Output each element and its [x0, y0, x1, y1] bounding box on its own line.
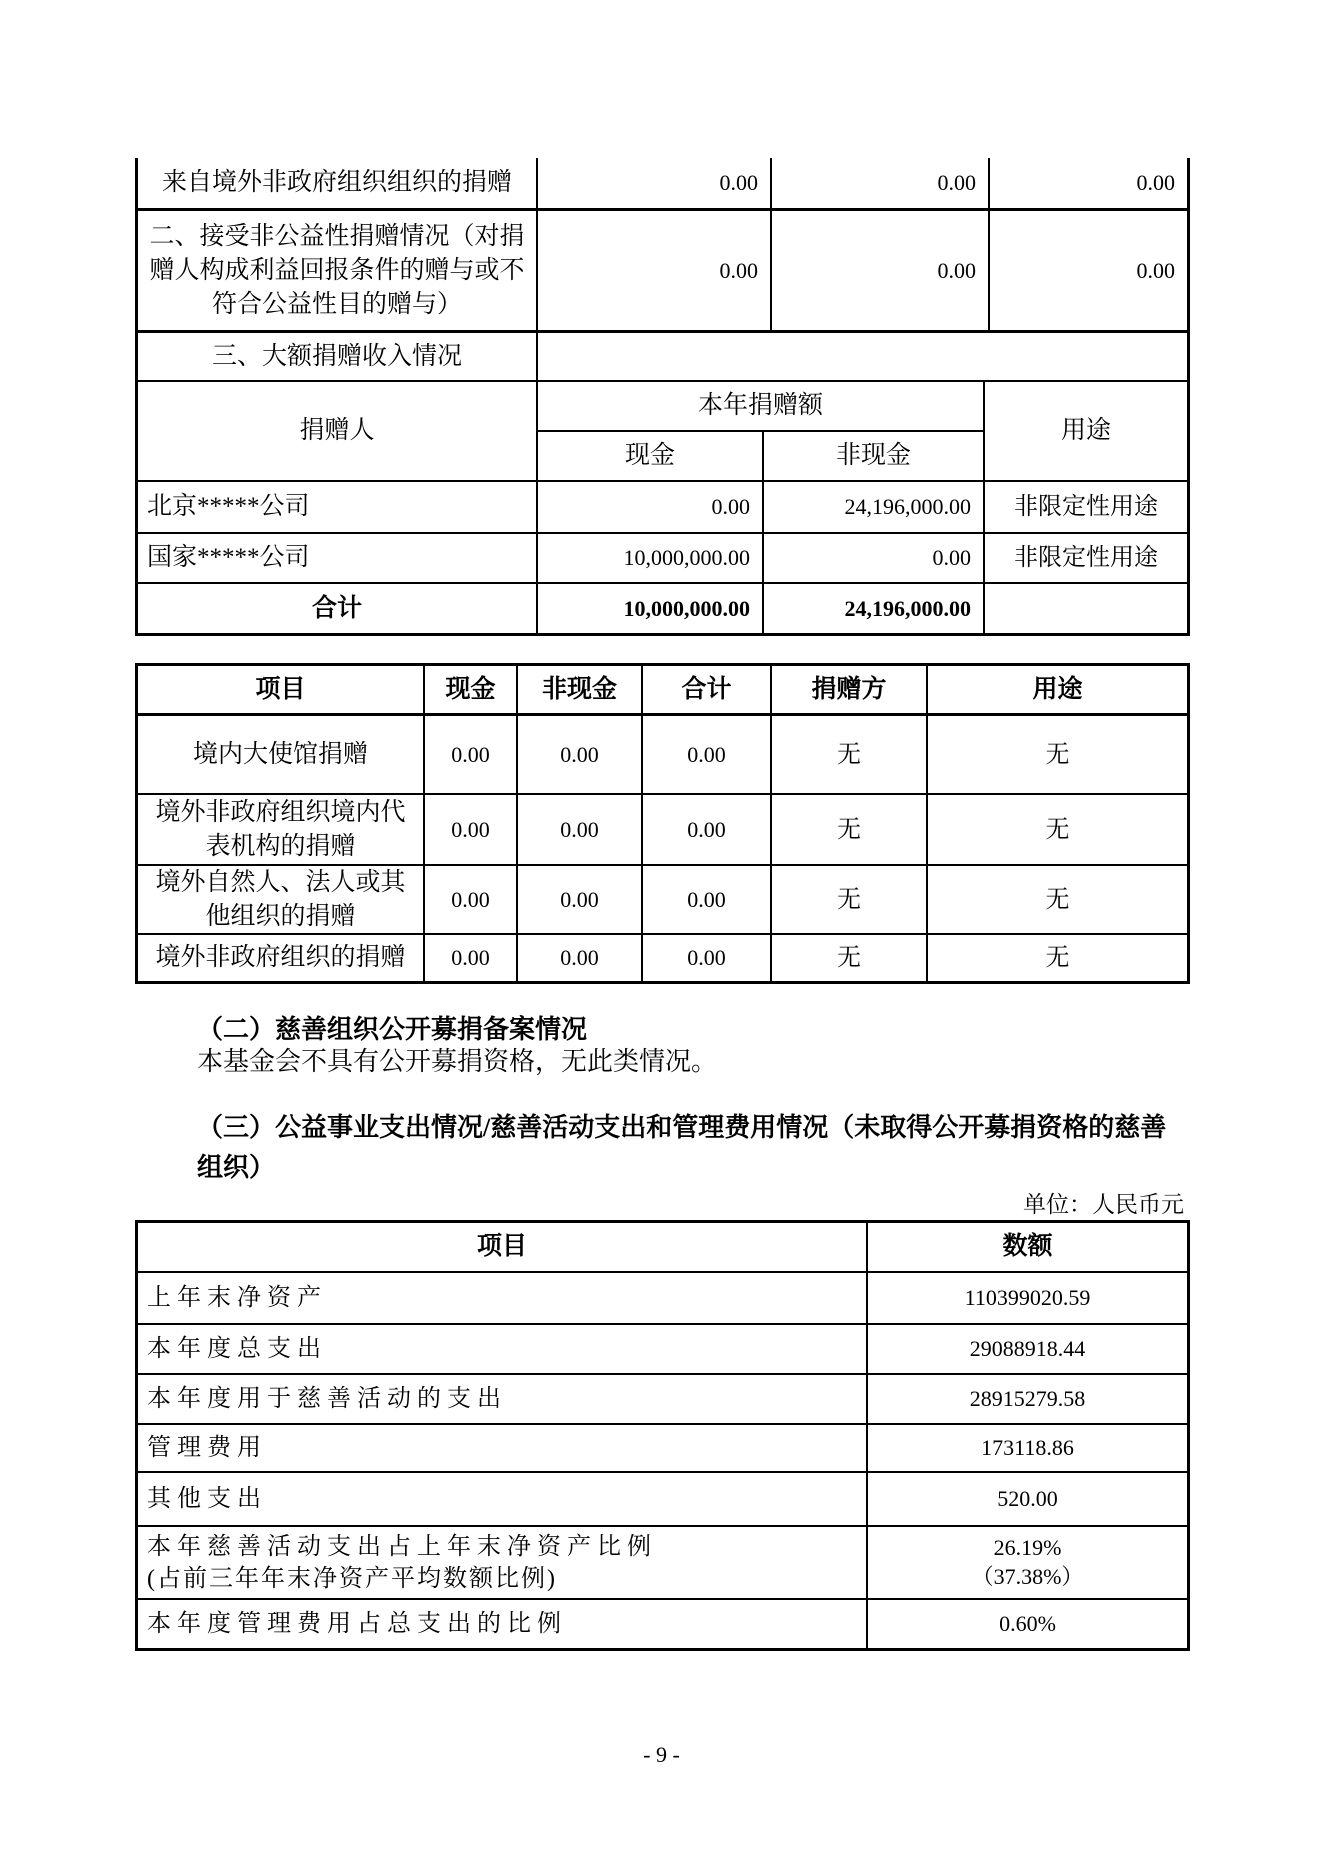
section-heading-2: （二）慈善组织公开募捐备案情况	[197, 1015, 588, 1044]
row-label: 境外非政府组织的捐赠	[155, 944, 406, 971]
col-header-cash: 现金	[624, 442, 675, 469]
amount-cell: 0.00	[423, 935, 516, 981]
row-label: 来自境外非政府组织组织的捐赠	[161, 169, 512, 196]
row-label: 本年度管理费用占总支出的比例	[147, 1611, 567, 1637]
amount-cell: 0.00	[516, 935, 641, 981]
overseas-donation-table	[135, 663, 1190, 984]
row-label: 境外非政府组织境内代表机构的捐赠	[155, 798, 406, 860]
col-header-noncash: 非现金	[762, 432, 983, 480]
table-row	[138, 1373, 1187, 1423]
amount-cell: 0.00	[641, 935, 770, 981]
amount-cell: 0.00	[536, 158, 770, 208]
amount-cell: 0.00	[516, 866, 641, 933]
amount-cell: 0.00	[641, 795, 770, 864]
amount-cell: 0.60%	[866, 1600, 1187, 1648]
amount-cell: 0.00	[536, 211, 770, 330]
purpose-cell: 无	[926, 795, 1187, 864]
amount-cell: 110399020.59	[866, 1273, 1187, 1323]
amount-cell: 0.00	[770, 211, 988, 330]
col-header-purpose: 用途	[983, 382, 1187, 480]
col-header-item: 项目	[476, 1233, 527, 1260]
table-row	[138, 158, 1187, 208]
unit-note: 单位：人民币元	[1023, 1192, 1184, 1217]
col-header-item: 项目	[255, 675, 306, 703]
row-label: 管理费用	[147, 1435, 267, 1461]
donor-total-row	[138, 582, 1187, 633]
table-header-row	[138, 666, 1187, 713]
amount-cell: 29088918.44	[866, 1325, 1187, 1373]
amount-cell: 173118.86	[866, 1425, 1187, 1471]
section-heading-3: （三）公益事业支出情况/慈善活动支出和管理费用情况（未取得公开募捐资格的慈善组织）	[197, 1113, 1167, 1182]
col-header-noncash: 非现金	[516, 666, 641, 713]
table-row	[138, 1598, 1187, 1648]
donor-row	[138, 480, 1187, 532]
amount-cell: 0.00	[641, 866, 770, 933]
amount-cell: 0.00	[988, 158, 1187, 208]
donor-name: 北京*****公司	[147, 493, 310, 520]
col-header-donor: 捐赠人	[299, 417, 375, 444]
section-body-2: 本基金会不具有公开募捐资格，无此类情况。	[197, 1047, 718, 1076]
donor-name: 国家*****公司	[147, 544, 310, 571]
col-header-cash: 现金	[423, 666, 516, 713]
col-header-donor: 捐赠方	[770, 666, 926, 713]
donor-noncash: 0.00	[762, 534, 983, 582]
total-purpose	[983, 584, 1187, 633]
amount-line2: （37.38%）	[971, 1563, 1084, 1589]
table-row	[138, 793, 1187, 864]
col-header-purpose: 用途	[926, 666, 1187, 713]
table-row	[138, 208, 1187, 330]
purpose-cell: 无	[926, 935, 1187, 981]
col-header-amount: 数额	[866, 1223, 1187, 1271]
table-row	[138, 1525, 1187, 1598]
donor-cell: 无	[770, 795, 926, 864]
col-header-year-amount: 本年捐赠额	[538, 382, 983, 432]
total-noncash: 24,196,000.00	[762, 584, 983, 633]
table-row	[138, 1271, 1187, 1323]
row-label: 本年度用于慈善活动的支出	[147, 1386, 507, 1412]
empty-cell	[536, 333, 1187, 380]
row-label	[138, 1527, 866, 1598]
table-row	[138, 864, 1187, 933]
donor-noncash: 24,196,000.00	[762, 482, 983, 532]
col-header-total: 合计	[641, 666, 770, 713]
donor-row	[138, 532, 1187, 582]
row-label-line2: (占前三年年末净资产平均数额比例)	[147, 1565, 557, 1592]
table-row	[138, 1471, 1187, 1525]
row-label: 上年末净资产	[147, 1285, 327, 1311]
row-label: 二、接受非公益性捐赠情况（对捐赠人构成利益回报条件的赠与或不符合公益性目的赠与）	[149, 222, 525, 318]
donor-purpose: 非限定性用途	[983, 534, 1187, 582]
purpose-cell: 无	[926, 716, 1187, 793]
total-cash: 10,000,000.00	[536, 584, 762, 633]
amount-cell: 0.00	[988, 211, 1187, 330]
amount-cell: 520.00	[866, 1473, 1187, 1525]
amount-cell: 0.00	[423, 866, 516, 933]
table-row	[138, 1423, 1187, 1471]
amount-cell	[866, 1527, 1187, 1598]
donor-cell: 无	[770, 935, 926, 981]
donation-income-table	[135, 158, 1190, 636]
section-row	[138, 330, 1187, 380]
table-row	[138, 713, 1187, 793]
donor-cash: 0.00	[536, 482, 762, 532]
donor-table-header	[138, 380, 1187, 480]
donor-cell: 无	[770, 716, 926, 793]
amount-cell: 0.00	[516, 716, 641, 793]
amount-line1: 26.19%	[993, 1534, 1062, 1560]
row-label-line1: 本年慈善活动支出占上年末净资产比例	[147, 1533, 657, 1560]
row-label: 境内大使馆捐赠	[192, 740, 368, 768]
section-row-label: 三、大额捐赠收入情况	[211, 342, 462, 370]
amount-cell: 0.00	[423, 795, 516, 864]
donor-purpose: 非限定性用途	[983, 482, 1187, 532]
table-row	[138, 1323, 1187, 1373]
page-number: - 9 -	[643, 1742, 680, 1767]
row-label: 其他支出	[147, 1486, 267, 1512]
amount-cell: 0.00	[516, 795, 641, 864]
row-label: 本年度总支出	[147, 1336, 327, 1362]
amount-cell: 0.00	[641, 716, 770, 793]
expenditure-table	[135, 1220, 1190, 1651]
donor-cell: 无	[770, 866, 926, 933]
amount-cell: 0.00	[770, 158, 988, 208]
amount-cell: 0.00	[423, 716, 516, 793]
donor-cash: 10,000,000.00	[536, 534, 762, 582]
amount-cell: 28915279.58	[866, 1375, 1187, 1423]
table-row	[138, 933, 1187, 981]
row-label: 境外自然人、法人或其他组织的捐赠	[155, 868, 406, 930]
table-header-row	[138, 1223, 1187, 1271]
total-label: 合计	[311, 594, 362, 622]
col-header-year-amount-group	[536, 382, 983, 480]
purpose-cell: 无	[926, 866, 1187, 933]
